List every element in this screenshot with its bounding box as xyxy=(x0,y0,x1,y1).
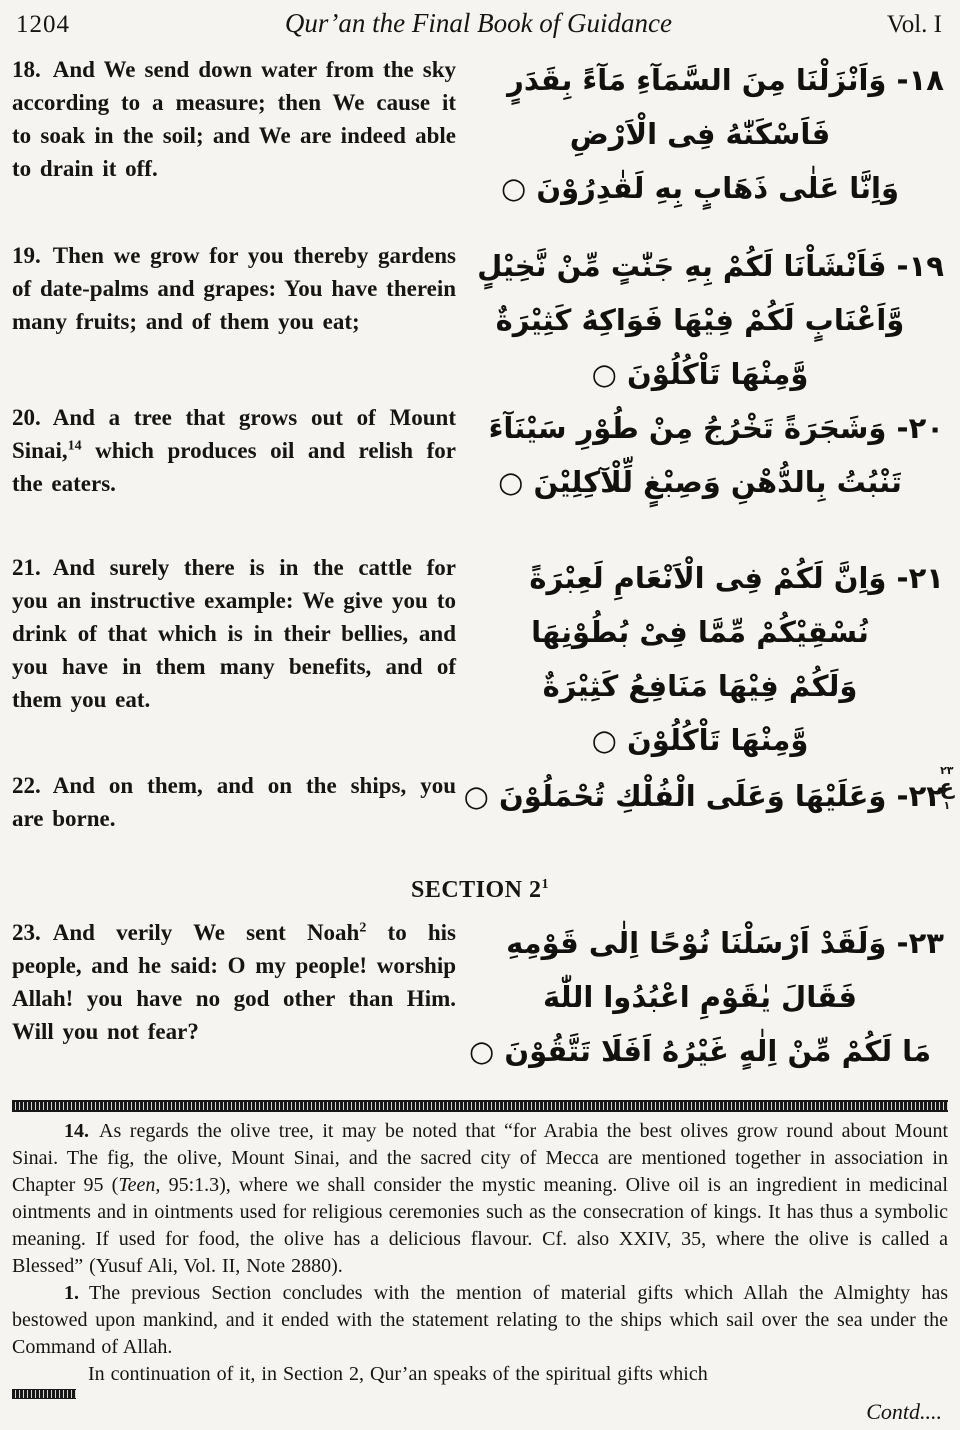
arabic-line: ٢٣- وَلَقَدْ اَرْسَلْنَا نُوْحًا اِلٰى قَوْمِهِ xyxy=(506,926,944,960)
verse-21-english xyxy=(12,551,456,716)
arabic-line: وَّاَعْنَابٍ لَكُمْ فِيْهَا فَوَاكِهُ كَثِيْرَةٌ xyxy=(495,303,905,337)
verse-23-english xyxy=(12,916,456,1048)
page-number: 1204 xyxy=(16,11,70,38)
footnote-1-continuation xyxy=(12,1361,948,1388)
arabic-line: ٢١- وَاِنَّ لَكُمْ فِى الْاَنْعَامِ لَعِبْرَةً xyxy=(529,561,944,595)
arabic-line: وَّمِنْهَا تَاْكُلُوْنَ ○ xyxy=(591,357,809,391)
verse-row-20 xyxy=(12,401,948,551)
footnote-end-mark xyxy=(12,1389,76,1399)
footnote-number: 1. xyxy=(64,1282,79,1304)
arabic-line: فَاَسْكَنّٰهُ فِى الْاَرْضِ xyxy=(569,117,831,151)
verse-18-english xyxy=(12,53,456,185)
running-title: Qur’an the Final Book of Guidance xyxy=(284,8,673,38)
verse-number: 20. xyxy=(12,405,41,430)
page-header xyxy=(12,6,948,39)
arabic-line: وَّمِنْهَا تَاْكُلُوْنَ ○ xyxy=(591,723,809,757)
verse-22-english xyxy=(12,769,456,835)
verse-text: Then we grow for you thereby gardens of date-palms and grapes: You have therein many fruits; and of them you eat; xyxy=(12,243,456,334)
section-label: SECTION 2 xyxy=(410,877,542,903)
footnote-italic: Teen, xyxy=(118,1174,161,1196)
verse-text: And surely there is in the cattle for you an instructive example: We give you to drink of that which is in their bellies, and you have in them many benefits, and of them you eat. xyxy=(12,555,456,712)
footnote-ref-14: 14 xyxy=(67,438,82,454)
section-footnote-ref: 1 xyxy=(541,877,550,892)
arabic-line: مَا لَكُمْ مِّنْ اِلٰهٍ غَيْرُهُ اَفَلَا تَتَّقُوْنَ ○ xyxy=(468,1034,932,1068)
section-heading xyxy=(12,877,948,904)
verse-number: 22. xyxy=(12,773,41,798)
verse-text-cont: which produces oil and relish for the eaters. xyxy=(12,438,456,496)
verse-row-23 xyxy=(12,916,948,1094)
arabic-line: ١٩- فَاَنْشَاْنَا لَكُمْ بِهِ جَنّٰتٍ مِّنْ نَّخِيْلٍ xyxy=(477,249,944,283)
verse-22-arabic xyxy=(456,769,951,823)
footnote-text: In continuation of it, in Section 2, Qur’an speaks of the spiritual gifts which xyxy=(88,1363,708,1385)
verse-number: 18. xyxy=(12,57,41,82)
arabic-line: تَنْبُتُ بِالدُّهْنِ وَصِبْغٍ لِّلْآكِلِيْنَ ○ xyxy=(498,465,902,499)
footnote-number: 14. xyxy=(64,1120,89,1142)
arabic-line: ١٨- وَاَنْزَلْنَا مِنَ السَّمَآءِ مَآءً بِقَدَرٍ xyxy=(507,63,944,97)
verse-23-arabic xyxy=(456,916,948,1078)
verse-text: And on them, and on the ships, you are borne. xyxy=(12,773,456,831)
ruku-marker xyxy=(940,765,954,811)
verse-row-21 xyxy=(12,551,948,769)
footnote-ref-2: 2 xyxy=(359,920,367,936)
footnote-text-cont: 95:1.3), where we shall consider the mystic meaning. Olive oil is an ingredient in medicinal ointments and in ointments used for religious ceremonies such as the consecration of kings. It has thus a symbolic meaning. If used for food, the olive has a delicious flavour. Cf. also XXIV, 35, where the olive is called a Blessed” (Yusuf Ali, Vol. II, Note 2880). xyxy=(12,1174,948,1277)
verse-number: 19. xyxy=(12,243,41,268)
footnote-text: The previous Section concludes with the mention of material gifts which Allah the Almighty has bestowed upon mankind, and it ended with the statement relating to the ships which sail over the sea under the Command of Allah. xyxy=(12,1282,948,1358)
verse-number: 21. xyxy=(12,555,41,580)
arabic-line: ٢٢- وَعَلَيْهَا وَعَلَى الْفُلْكِ تُحْمَلُوْنَ ○ xyxy=(463,779,944,813)
arabic-line: وَاِنَّا عَلٰى ذَهَابٍ بِهِ لَقٰدِرُوْنَ ○ xyxy=(501,171,899,205)
footnote-text: As regards the olive tree, it may be noted that “for Arabia the best olives grow round about Mount Sinai. The fig, the olive, Mount Sinai, and the sacred city of Mecca are mentioned together in association in Chapter 95 ( xyxy=(12,1120,948,1196)
arabic-line: فَقَالَ يٰقَوْمِ اعْبُدُوا اللّٰهَ xyxy=(543,980,857,1014)
footnote-divider xyxy=(12,1100,948,1112)
verse-row-18 xyxy=(12,53,948,239)
verse-text: And verily We sent Noah xyxy=(52,920,360,945)
footnotes-section xyxy=(12,1116,948,1388)
footnote-1 xyxy=(12,1280,948,1361)
continued-label: Contd.... xyxy=(866,1399,942,1424)
verse-18-arabic xyxy=(456,53,948,215)
ruku-ain-glyph: ع xyxy=(939,775,954,799)
ruku-bottom-number: ١ xyxy=(943,799,951,812)
verse-row-19 xyxy=(12,239,948,401)
verse-row-22 xyxy=(12,764,954,861)
verse-text: And a tree that grows out of Mount Sinai, xyxy=(12,405,456,463)
verse-20-english xyxy=(12,401,456,500)
footnote-14 xyxy=(12,1118,948,1280)
verse-21-arabic xyxy=(456,551,948,767)
verses-section xyxy=(12,53,954,1094)
verse-text-cont: to his people, and he said: O my people! worship Allah! you have no god other than Him. Will you not fear? xyxy=(12,920,456,1044)
arabic-line: وَلَكُمْ فِيْهَا مَنَافِعُ كَثِيْرَةٌ xyxy=(542,669,858,703)
verse-19-arabic xyxy=(456,239,948,401)
volume-label: Vol. I xyxy=(886,11,942,38)
arabic-line: نُسْقِيْكُمْ مِّمَّا فِىْ بُطُوْنِهَا xyxy=(531,615,869,649)
verse-text: And We send down water from the sky according to a measure; then We cause it to soak in the soil; and We are indeed able to drain it off. xyxy=(12,57,456,181)
verse-20-arabic xyxy=(456,401,948,509)
arabic-line: ٢٠- وَشَجَرَةً تَخْرُجُ مِنْ طُوْرِ سَيْنَآءَ xyxy=(488,411,944,445)
ruku-top-number: ٢٣ xyxy=(940,764,954,777)
verse-number: 23. xyxy=(12,920,41,945)
verse-19-english xyxy=(12,239,456,338)
